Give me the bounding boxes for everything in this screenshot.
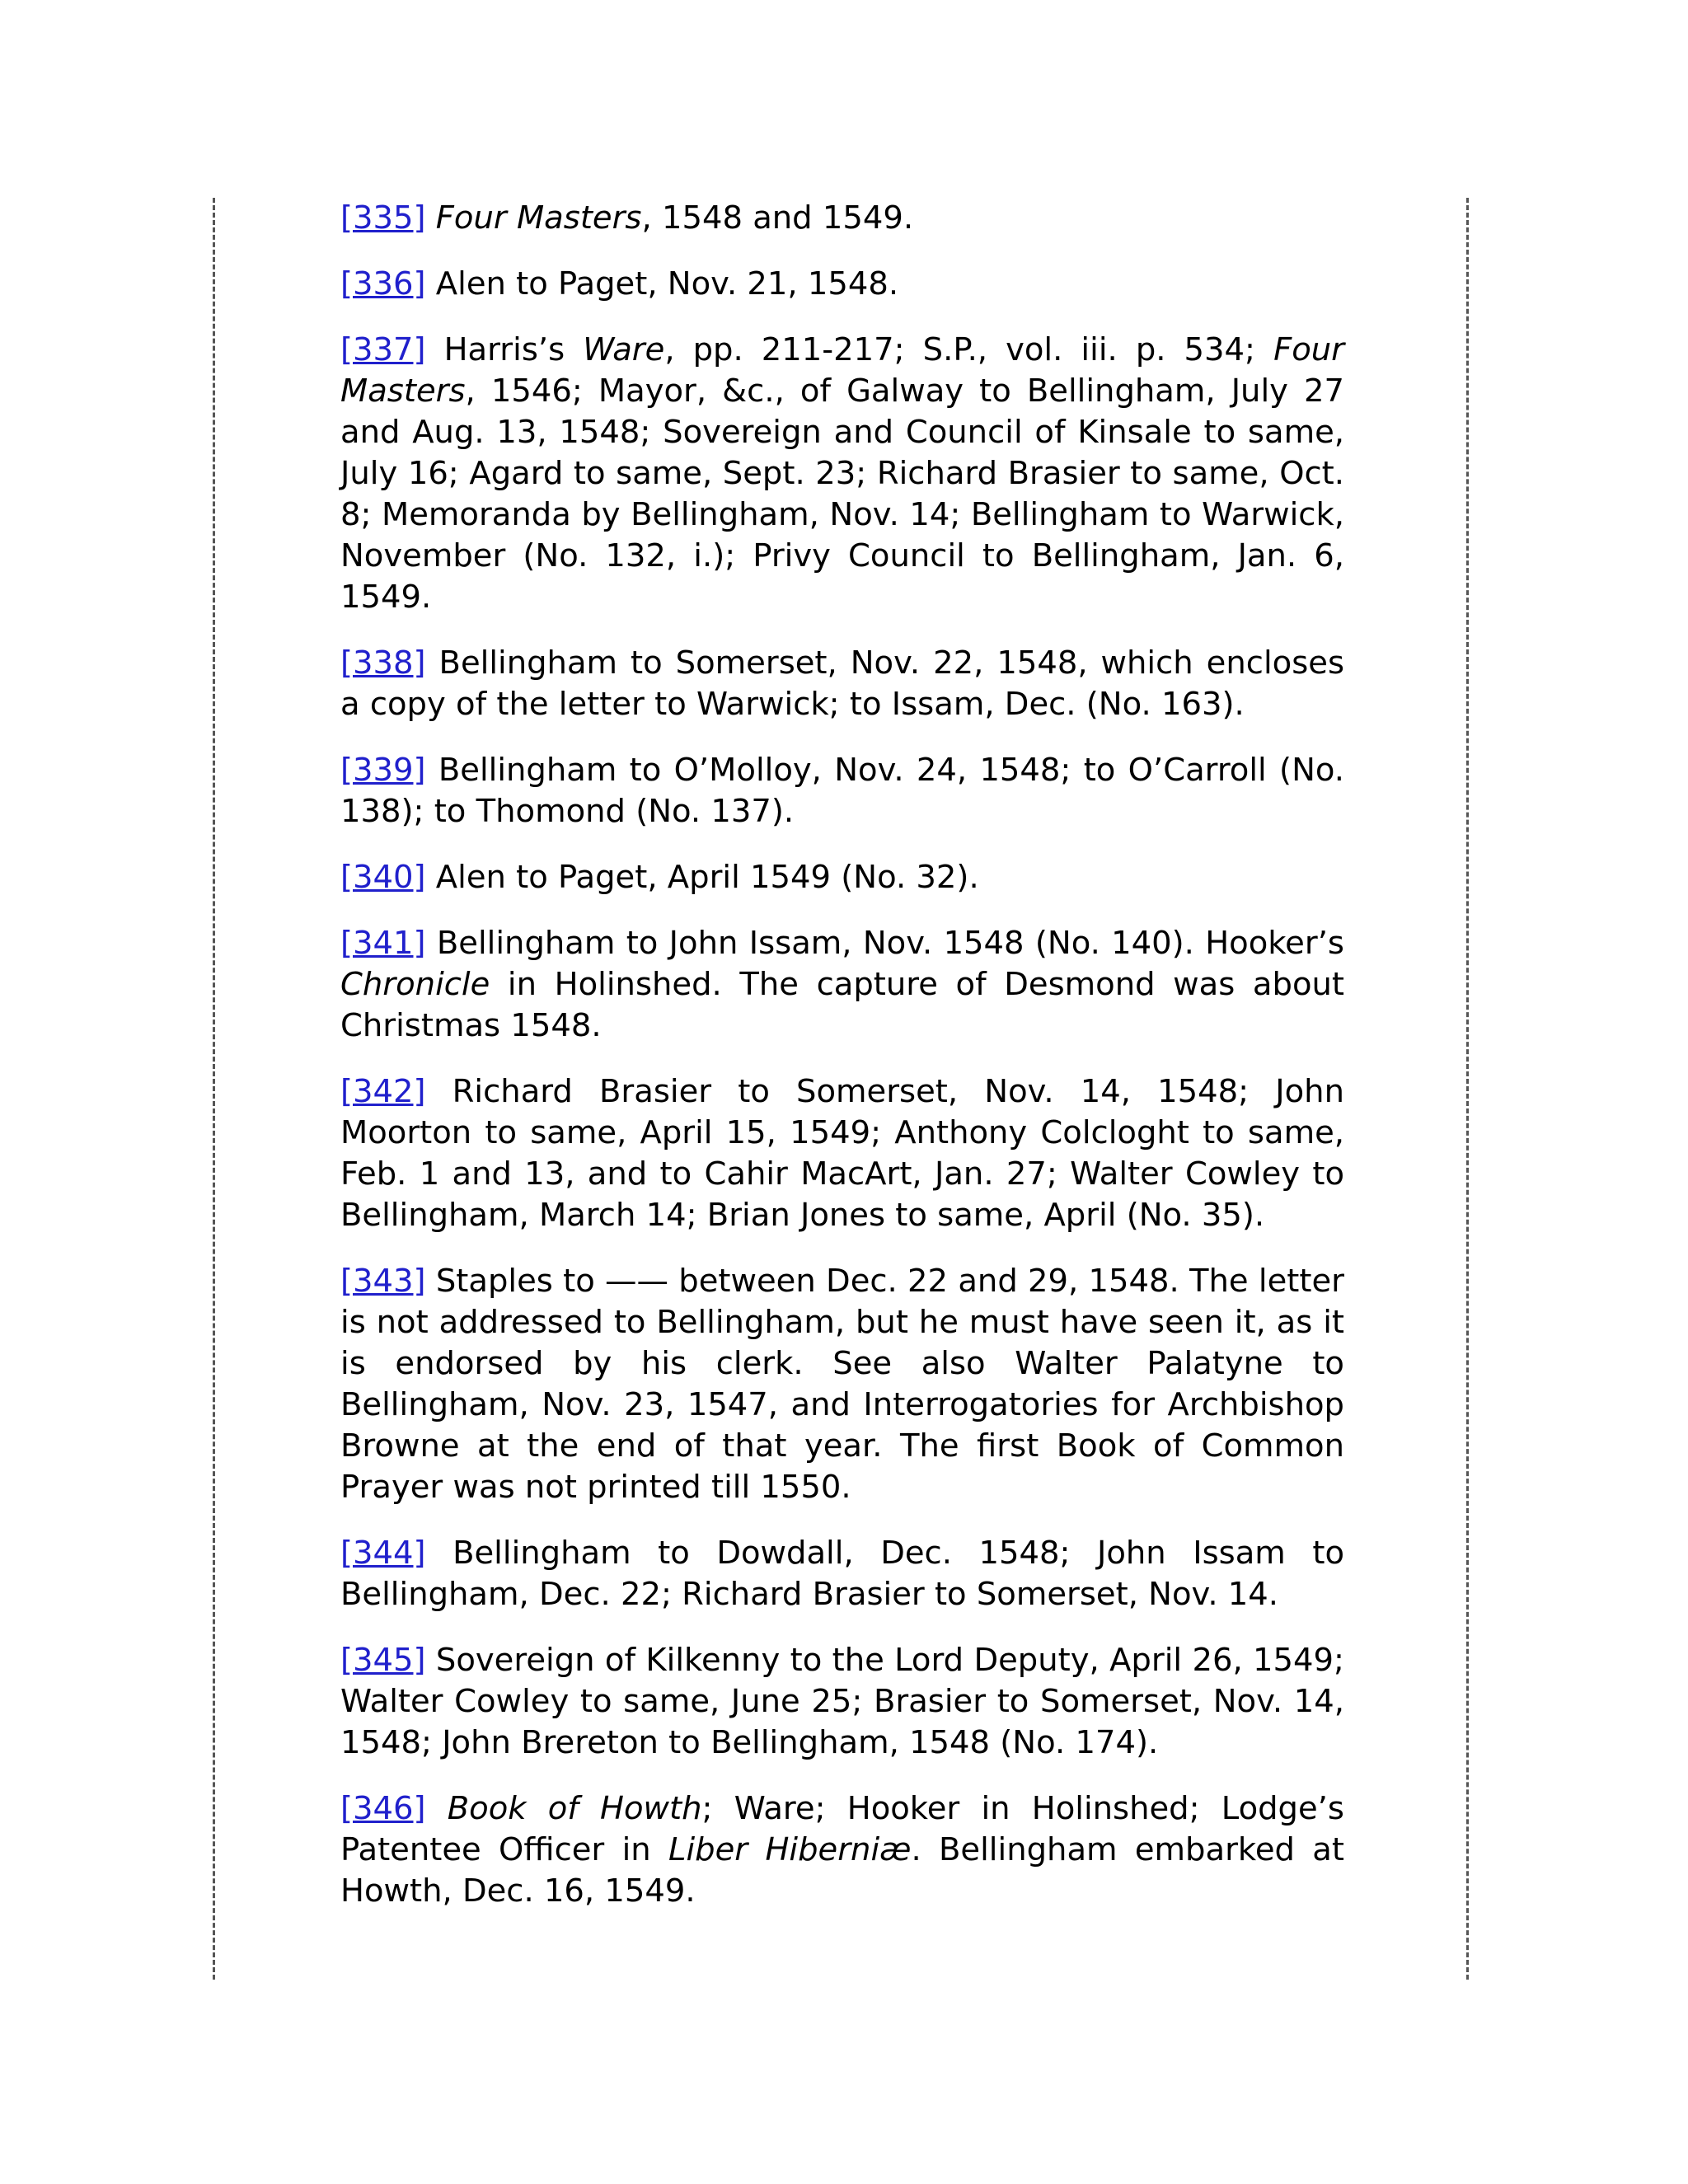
footnote-text: Bellingham to Somerset, Nov. 22, 1548, which encloses a copy of the letter to Warwick; to Issam, Dec. (No. 163). (340, 644, 1344, 723)
footnote-text: Alen to Paget, April 1549 (No. 32). (435, 859, 979, 896)
footnote-backlink[interactable]: [345] (340, 1642, 426, 1679)
footnote-italic-text: Four Masters (340, 331, 1344, 410)
footnote-344 (340, 1533, 1344, 1615)
footnote-text: , 1546; Mayor, &c., of Galway to Bellingham, July 27 and Aug. 13, 1548; Sovereign and Council of Kinsale to same, July 16; Agard to same, Sept. 23; Richard Brasier to same, Oct. 8; Memoranda by Bellingham, Nov. 14; Bellingham to Warwick, November (No. 132, i.); Privy Council to Bellingham, Jan. 6, 1549. (340, 373, 1344, 616)
footnote-text: Harris’s (443, 331, 584, 368)
footnote-backlink[interactable]: [339] (340, 752, 426, 789)
footnote-backlink[interactable]: [338] (340, 644, 426, 682)
footnote-342 (340, 1071, 1344, 1236)
footnote-336 (340, 264, 1344, 305)
footnote-backlink[interactable]: [340] (340, 859, 426, 896)
footnote-backlink[interactable]: [341] (340, 925, 426, 962)
footnote-backlink[interactable]: [335] (340, 199, 426, 237)
footnote-341 (340, 923, 1344, 1047)
footnote-345 (340, 1640, 1344, 1764)
footnote-343 (340, 1261, 1344, 1508)
footnote-text: ; Ware; Hooker in Holinshed; Lodge’s Patentee Officer in (340, 1790, 1344, 1868)
footnote-italic-text: Chronicle (340, 966, 490, 1003)
footnote-346 (340, 1788, 1344, 1912)
footnote-list (340, 198, 1344, 1937)
footnote-text: Richard Brasier to Somerset, Nov. 14, 1548; John Moorton to same, April 15, 1549; Anthony Colcloght to same, Feb. 1 and 13, and to Cahir MacArt, Jan. 27; Walter Cowley to Bellingham, March 14; Brian Jones to same, April (No. 35). (340, 1073, 1344, 1234)
footnote-backlink[interactable]: [346] (340, 1790, 426, 1827)
footnote-text: in Holinshed. The capture of Desmond was about Christmas 1548. (340, 966, 1344, 1044)
footnote-italic-text: Liber Hiberniæ (668, 1831, 912, 1868)
footnote-text: Bellingham to O’Molloy, Nov. 24, 1548; to O’Carroll (No. 138); to Thomond (No. 137). (340, 752, 1344, 830)
footnote-backlink[interactable]: [343] (340, 1263, 426, 1300)
footnote-text: . Bellingham embarked at Howth, Dec. 16, 1549. (340, 1831, 1344, 1910)
footnote-text: Alen to Paget, Nov. 21, 1548. (435, 265, 899, 302)
footnote-backlink[interactable]: [336] (340, 265, 426, 302)
footnote-337 (340, 330, 1344, 618)
footnote-338 (340, 643, 1344, 725)
footnote-text: Bellingham to John Issam, Nov. 1548 (No. 140). Hooker’s (436, 925, 1344, 962)
footnote-340 (340, 857, 1344, 898)
footnote-335 (340, 198, 1344, 239)
footnote-text: Staples to —— between Dec. 22 and 29, 1548. The letter is not addressed to Bellingham, but he must have seen it, as it is endorsed by his clerk. See also Walter Palatyne to Bellingham, Nov. 23, 1547, and Interrogatories for Archbishop Browne at the end of that year. The first Book of Common Prayer was not printed till 1550. (340, 1263, 1344, 1506)
footnote-text: Bellingham to Dowdall, Dec. 1548; John Issam to Bellingham, Dec. 22; Richard Brasier to Somerset, Nov. 14. (340, 1535, 1344, 1613)
footnote-text: Sovereign of Kilkenny to the Lord Deputy, April 26, 1549; Walter Cowley to same, June 25; Brasier to Somerset, Nov. 14, 1548; John Brereton to Bellingham, 1548 (No. 174). (340, 1642, 1344, 1761)
footnote-backlink[interactable]: [342] (340, 1073, 426, 1110)
footnote-text: , 1548 and 1549. (641, 199, 914, 237)
footnote-italic-text: Four Masters (435, 199, 642, 237)
footnote-italic-text: Ware (583, 331, 665, 368)
footnote-backlink[interactable]: [337] (340, 331, 426, 368)
footnote-text: , pp. 211-217; S.P., vol. iii. p. 534; (664, 331, 1274, 368)
footnote-backlink[interactable]: [344] (340, 1535, 426, 1572)
page-frame (213, 198, 1469, 1980)
footnote-italic-text: Book of Howth (447, 1790, 702, 1827)
footnote-339 (340, 750, 1344, 832)
